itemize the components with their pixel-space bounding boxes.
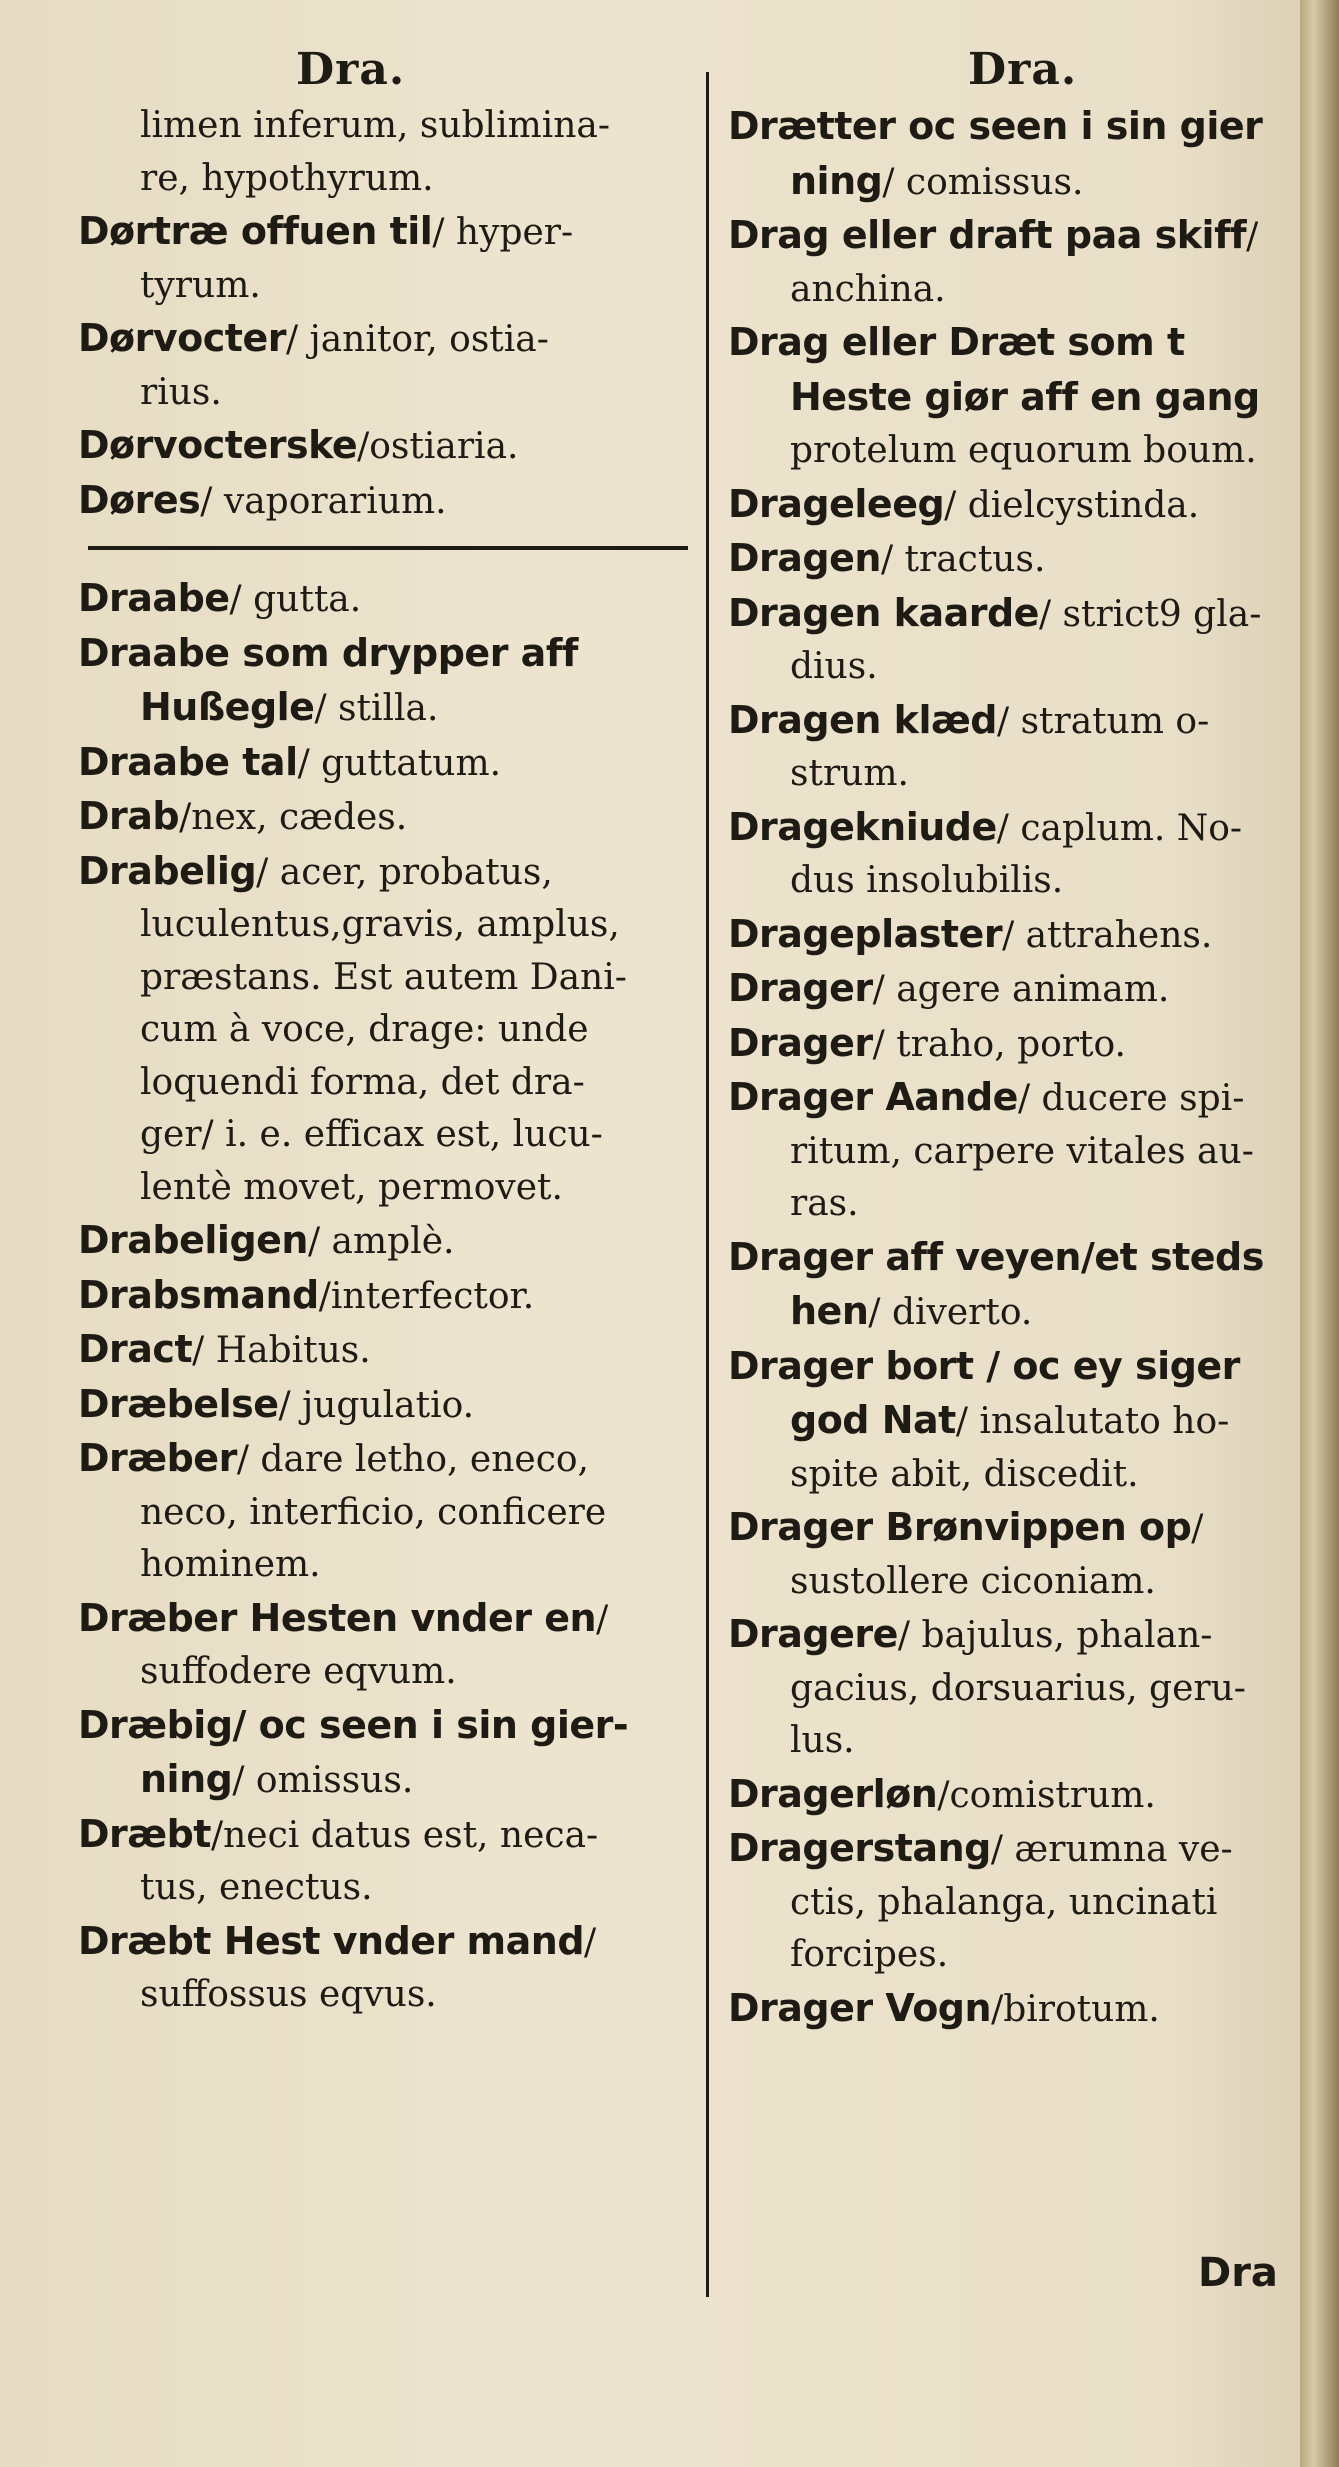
headword: ning xyxy=(790,158,883,203)
definition-text: lus. xyxy=(790,1720,855,1761)
headword: Draabe tal xyxy=(78,739,298,784)
headword: Heste giør aff en gang xyxy=(790,374,1260,419)
definition-text: / strict9 gla- xyxy=(1038,593,1262,635)
dictionary-entry xyxy=(78,627,700,682)
headword: Drager bort / oc ey siger xyxy=(728,1343,1240,1388)
definition-text: / dare letho, eneco, xyxy=(236,1439,589,1480)
dictionary-entry xyxy=(78,1269,700,1324)
dictionary-entry xyxy=(728,1071,1308,1126)
definition-text: neco, interficio, conficere xyxy=(140,1491,607,1533)
entry-continuation-line xyxy=(728,155,1308,210)
dictionary-entry xyxy=(78,474,700,529)
definition-text: cum à voce, drage: unde xyxy=(140,1009,589,1050)
definition-text: ras. xyxy=(790,1183,859,1224)
entry-continuation-line xyxy=(78,899,700,952)
definition-text: præstans. Est autem Dani- xyxy=(140,956,627,998)
headword: ning xyxy=(140,1757,233,1801)
dictionary-entry xyxy=(78,1592,700,1647)
definition-text: loquendi forma, det dra- xyxy=(140,1061,585,1103)
entry-continuation-line xyxy=(78,367,700,420)
definition-text: / xyxy=(596,1598,609,1640)
dictionary-entry xyxy=(728,1501,1308,1556)
definition-text: / janitor, ostia- xyxy=(285,319,549,360)
entry-continuation-line xyxy=(728,1449,1308,1502)
headword: god Nat xyxy=(790,1398,956,1442)
definition-text: ritum, carpere vitales au- xyxy=(790,1130,1254,1172)
definition-text: / bajulus, phalan- xyxy=(897,1615,1213,1656)
entry-continuation-line xyxy=(728,855,1308,908)
definition-text: / acer, probatus, xyxy=(256,851,553,893)
definition-text: / stilla. xyxy=(314,688,439,729)
dictionary-entry xyxy=(78,1378,700,1433)
definition-text: suffossus eqvus. xyxy=(140,1974,437,2015)
dictionary-entry xyxy=(728,908,1308,963)
entry-continuation-line xyxy=(78,100,700,153)
dictionary-entry xyxy=(78,1915,700,1970)
entry-continuation-line xyxy=(728,1877,1308,1930)
entry-continuation-line xyxy=(78,1109,700,1162)
definition-text: ger/ i. e. efficax est, lucu- xyxy=(140,1114,603,1155)
entry-continuation-line xyxy=(78,1162,700,1215)
entry-continuation-line xyxy=(78,1646,700,1699)
definition-text: anchina. xyxy=(790,268,946,310)
dictionary-entry xyxy=(78,1432,700,1487)
headword: Dræber Hesten vnder en xyxy=(78,1595,597,1640)
entry-continuation-line xyxy=(728,1715,1308,1768)
headword: Hußegle xyxy=(140,685,315,729)
dictionary-entry xyxy=(728,1231,1308,1286)
definition-text: forcipes. xyxy=(790,1934,949,1975)
dictionary-entry xyxy=(728,801,1308,856)
dictionary-entry xyxy=(78,419,700,474)
entry-continuation-line xyxy=(78,952,700,1005)
headword: Drager xyxy=(728,966,873,1010)
definition-text: / xyxy=(584,1921,597,1963)
entry-continuation-line xyxy=(78,153,700,206)
left-running-head: Dra. xyxy=(296,44,406,95)
definition-text: / tractus. xyxy=(880,539,1046,580)
definition-text: /neci datus est, neca- xyxy=(210,1814,599,1856)
headword: Drageleeg xyxy=(728,481,945,526)
right-column xyxy=(728,40,1308,2036)
headword: Dræbelse xyxy=(78,1381,279,1426)
dictionary-entry xyxy=(78,312,700,367)
definition-text: / ærumna ve- xyxy=(990,1829,1233,1870)
dictionary-entry xyxy=(78,572,700,627)
entry-continuation-line xyxy=(728,1663,1308,1716)
headword: Dræbig/ oc seen i sin gier- xyxy=(78,1702,629,1747)
definition-text: hominem. xyxy=(140,1544,321,1585)
headword: Dragere xyxy=(728,1612,898,1656)
definition-text: /nex, cædes. xyxy=(179,797,408,838)
definition-text: re, hypothyrum. xyxy=(140,157,434,199)
column-divider xyxy=(706,72,709,2297)
left-column xyxy=(78,40,700,2022)
definition-text: /ostiaria. xyxy=(357,426,519,467)
section-rule xyxy=(88,546,688,550)
entry-continuation-line xyxy=(78,1753,700,1808)
headword: Dørvocter xyxy=(78,316,286,360)
headword: Drager Vogn xyxy=(728,1985,992,2030)
entry-continuation-line xyxy=(728,1394,1308,1449)
definition-text: / stratum o- xyxy=(997,700,1210,742)
definition-text: / diverto. xyxy=(868,1292,1033,1333)
entry-continuation-line xyxy=(78,260,700,313)
dictionary-entry xyxy=(78,1699,700,1754)
headword: Dræbt xyxy=(78,1811,211,1856)
headword: Drag eller Dræt som t xyxy=(728,320,1185,364)
definition-text: ctis, phalanga, uncinati xyxy=(790,1881,1218,1923)
headword: Dragerløn xyxy=(728,1771,938,1816)
definition-text: / insalutato ho- xyxy=(955,1401,1230,1442)
dictionary-entry xyxy=(728,1822,1308,1877)
headword: Draabe xyxy=(78,576,230,620)
entry-continuation-line xyxy=(728,1126,1308,1179)
dictionary-entry xyxy=(728,1608,1308,1663)
definition-text: dus insolubilis. xyxy=(790,860,1064,901)
headword: Dørvocterske xyxy=(78,423,358,467)
headword: Drabeligen xyxy=(78,1218,308,1262)
entry-continuation-line xyxy=(728,264,1308,317)
definition-text: sustollere ciconiam. xyxy=(790,1560,1156,1602)
dictionary-entry xyxy=(728,1982,1308,2037)
dictionary-entry xyxy=(728,100,1308,155)
headword: hen xyxy=(790,1289,869,1333)
headword: Dræber xyxy=(78,1436,237,1480)
headword: Drager Aande xyxy=(728,1075,1018,1119)
definition-text: rius. xyxy=(140,371,222,413)
dictionary-entry xyxy=(728,962,1308,1017)
definition-text: /interfector. xyxy=(318,1275,535,1317)
dictionary-entry xyxy=(78,1323,700,1378)
dictionary-entry xyxy=(728,532,1308,587)
headword: Drag eller draft paa skiff xyxy=(728,213,1247,257)
dictionary-entry xyxy=(728,316,1308,371)
entry-continuation-line xyxy=(728,1285,1308,1340)
definition-text: luculentus,gravis, amplus, xyxy=(140,904,620,945)
definition-text: / attrahens. xyxy=(1002,914,1213,956)
headword: Drager xyxy=(728,1020,873,1065)
entry-continuation-line xyxy=(728,1556,1308,1609)
headword: Drabsmand xyxy=(78,1272,319,1317)
definition-text: tus, enectus. xyxy=(140,1867,373,1908)
definition-text: / jugulatio. xyxy=(278,1384,475,1426)
definition-text: / omissus. xyxy=(232,1760,414,1801)
dictionary-entry xyxy=(728,587,1308,642)
definition-text: / gutta. xyxy=(229,579,362,620)
left-entries-top xyxy=(78,100,700,528)
headword: Draabe som drypper aff xyxy=(78,630,578,675)
definition-text: / Habitus. xyxy=(192,1330,371,1371)
entry-continuation-line xyxy=(728,641,1308,694)
definition-text: suffodere eqvum. xyxy=(140,1651,457,1692)
dictionary-entry xyxy=(78,790,700,845)
dictionary-entry xyxy=(728,1768,1308,1823)
headword: Drab xyxy=(78,794,180,838)
definition-text: protelum equorum boum. xyxy=(790,430,1257,471)
headword: Drageplaster xyxy=(728,911,1003,956)
definition-text: / hyper- xyxy=(432,212,574,253)
definition-text: / amplè. xyxy=(307,1221,455,1262)
definition-text: / comissus. xyxy=(882,161,1084,203)
definition-text: / vaporarium. xyxy=(200,480,447,522)
definition-text: dius. xyxy=(790,646,878,687)
headword: Døres xyxy=(78,477,201,522)
definition-text: / xyxy=(1246,216,1259,257)
dictionary-entry xyxy=(728,1340,1308,1395)
definition-text: / traho, porto. xyxy=(872,1023,1126,1065)
headword: Dragen xyxy=(728,536,881,580)
headword: Dract xyxy=(78,1327,193,1371)
definition-text: / guttatum. xyxy=(297,742,502,784)
entry-continuation-line xyxy=(728,425,1308,478)
entry-continuation-line xyxy=(728,371,1308,426)
entry-continuation-line xyxy=(728,1178,1308,1231)
entry-continuation-line xyxy=(78,1004,700,1057)
definition-text: strum. xyxy=(790,753,909,794)
definition-text: / agere animam. xyxy=(872,969,1170,1010)
dictionary-entry xyxy=(78,205,700,260)
definition-text: gacius, dorsuarius, geru- xyxy=(790,1667,1246,1709)
dictionary-entry xyxy=(728,209,1308,264)
definition-text: /birotum. xyxy=(991,1988,1160,2030)
right-entries xyxy=(728,100,1308,2036)
catchword: Dra xyxy=(1198,2250,1278,2296)
headword: Drætter oc seen i sin gier xyxy=(728,104,1263,148)
dictionary-entry xyxy=(728,694,1308,749)
entry-continuation-line xyxy=(78,1487,700,1540)
headword: Dragekniude xyxy=(728,804,997,849)
headword: Drabelig xyxy=(78,848,257,893)
headword: Drager aff veyen/et steds xyxy=(728,1234,1264,1279)
dictionary-entry xyxy=(78,1808,700,1863)
entry-continuation-line xyxy=(78,1539,700,1592)
dictionary-entry xyxy=(728,478,1308,533)
definition-text: lentè movet, permovet. xyxy=(140,1166,563,1208)
definition-text: / caplum. No- xyxy=(996,807,1243,849)
definition-text: tyrum. xyxy=(140,264,261,306)
dictionary-entry xyxy=(78,1214,700,1269)
headword: Dragerstang xyxy=(728,1826,991,1870)
headword: Dørtræ offuen til xyxy=(78,209,433,253)
entry-continuation-line xyxy=(728,748,1308,801)
entry-continuation-line xyxy=(78,1969,700,2022)
dictionary-entry xyxy=(78,736,700,791)
definition-text: / ducere spi- xyxy=(1017,1078,1245,1119)
definition-text: / dielcystinda. xyxy=(944,484,1200,526)
definition-text: / xyxy=(1191,1508,1204,1549)
definition-text: spite abit, discedit. xyxy=(790,1453,1139,1495)
dictionary-entry xyxy=(728,1017,1308,1072)
headword: Drager Brønvippen op xyxy=(728,1505,1192,1549)
dictionary-entry xyxy=(78,845,700,900)
left-entries-bottom xyxy=(78,572,700,2022)
entry-continuation-line xyxy=(78,1862,700,1915)
headword: Dræbt Hest vnder mand xyxy=(78,1918,585,1963)
headword: Dragen klæd xyxy=(728,697,997,742)
entry-continuation-line xyxy=(728,1929,1308,1982)
headword: Dragen kaarde xyxy=(728,590,1039,635)
entry-continuation-line xyxy=(78,1057,700,1110)
right-running-head: Dra. xyxy=(968,44,1078,95)
definition-text: limen inferum, sublimina- xyxy=(140,105,611,146)
entry-continuation-line xyxy=(78,681,700,736)
definition-text: /comistrum. xyxy=(937,1774,1156,1816)
